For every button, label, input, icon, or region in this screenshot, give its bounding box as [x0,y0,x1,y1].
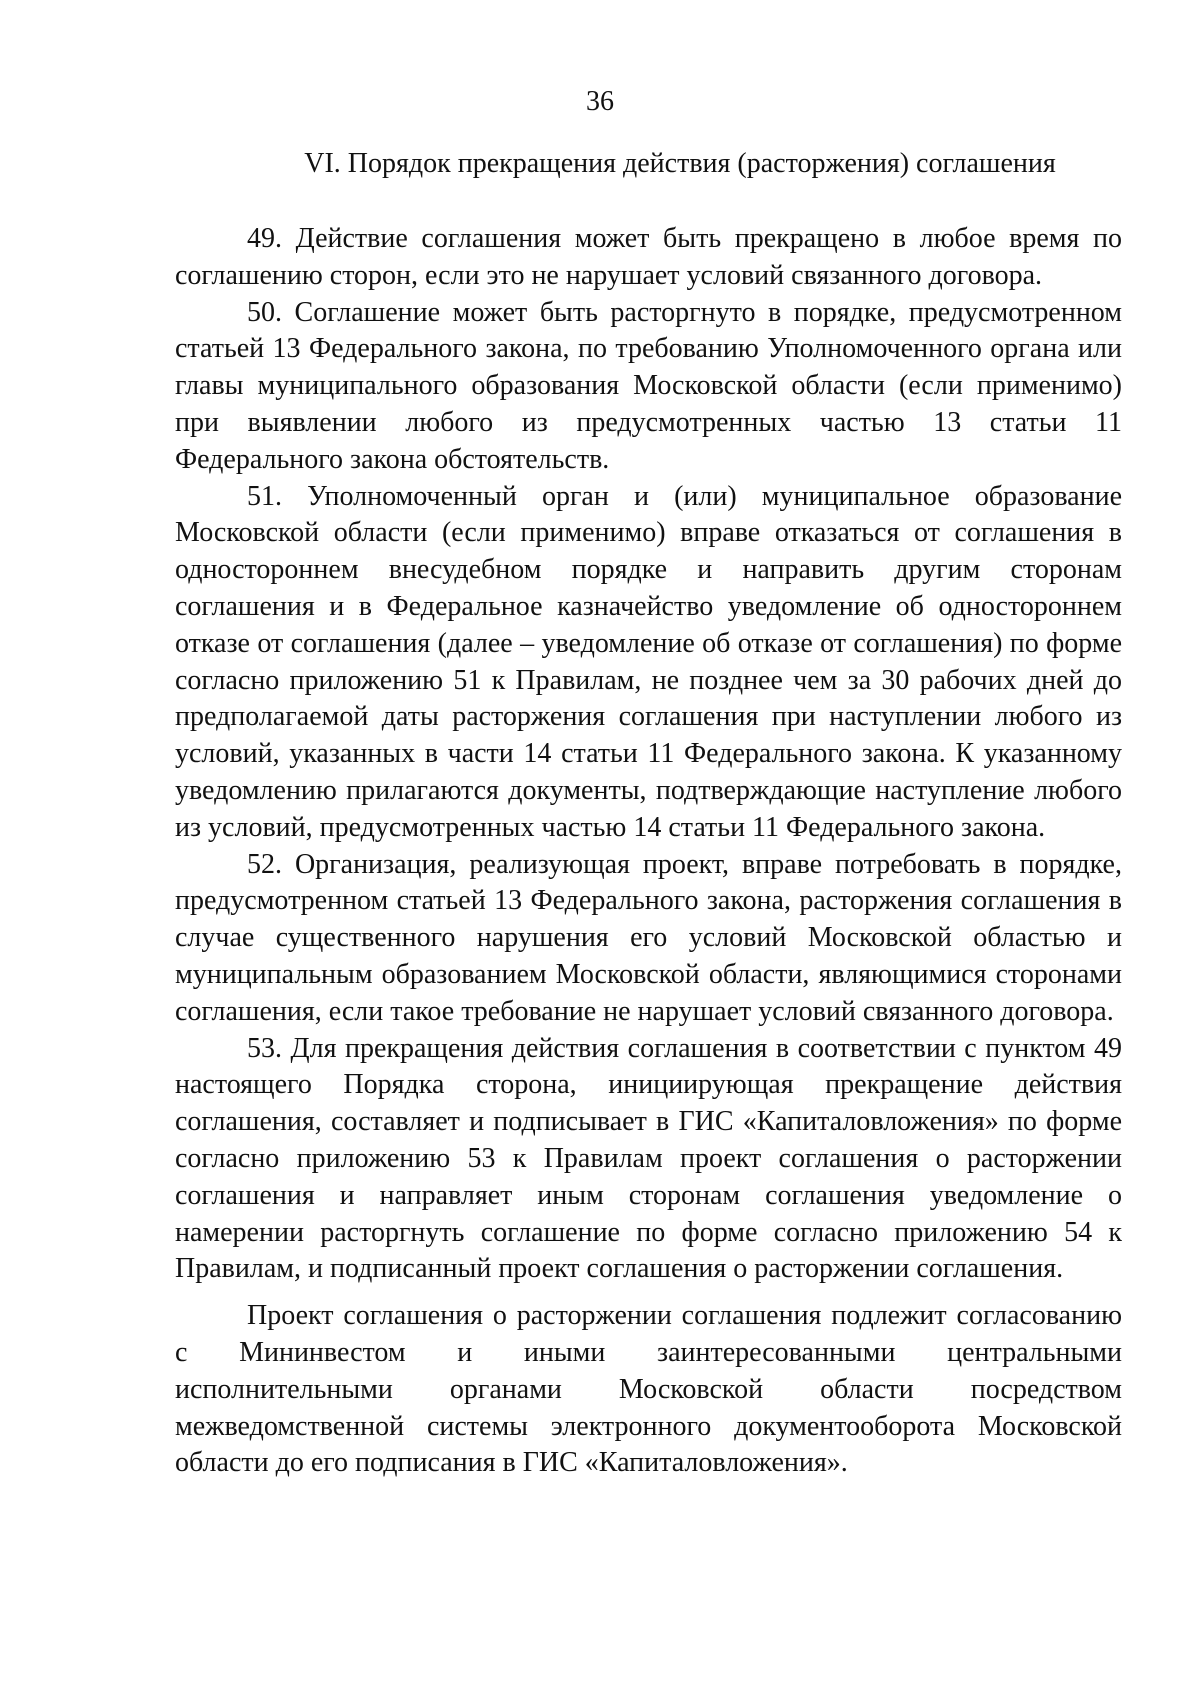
paragraph-53: 53. Для прекращения действия соглашения в соответствии с пунктом 49 настоящего Порядка сторона, инициирующая прекращение действия соглашения, составляет и подписывает в ГИС «Капиталовложения» по форме согласно приложению 53 к Правилам проект соглашения о расторжении соглашения и направляет иным сторонам соглашения уведомление о намерении расторгнуть соглашение по форме согласно приложению 54 к Правилам, и подписанный проект соглашения о расторжении соглашения. [175,1032,1122,1285]
page-number: 36 [586,86,614,117]
section-title: VI. Порядок прекращения действия (расторжения) соглашения [304,148,1056,179]
document-body [175,221,1122,1482]
paragraph-53-continuation: Проект соглашения о расторжении соглашения подлежит согласованию с Мининвестом и иными заинтересованными центральными исполнительными органами Московской области посредством межведомственной системы электронного документооборота Московской области до его подписания в ГИС «Капиталовложения». [175,1300,1122,1479]
paragraph-49: 49. Действие соглашения может быть прекращено в любое время по соглашению сторон, если это не нарушает условий связанного договора. [175,223,1122,291]
paragraph-50: 50. Соглашение может быть расторгнуто в порядке, предусмотренном статьей 13 Федерального закона, по требованию Уполномоченного органа или главы муниципального образования Московской области (если применимо) при выявлении любого из предусмотренных частью 13 статьи 11 Федерального закона обстоятельств. [175,296,1122,475]
paragraph-51: 51. Уполномоченный орган и (или) муниципальное образование Московской области (если применимо) вправе отказаться от соглашения в одностороннем внесудебном порядке и направить другим сторонам соглашения и в Федеральное казначейство уведомление об одностороннем отказе от соглашения (далее – уведомление об отказе от соглашения) по форме согласно приложению 51 к Правилам, не позднее чем за 30 рабочих дней до предполагаемой даты расторжения соглашения при наступлении любого из условий, указанных в части 14 статьи 11 Федерального закона. К указанному уведомлению прилагаются документы, подтверждающие наступление любого из условий, предусмотренных частью 14 статьи 11 Федерального закона. [175,480,1122,843]
paragraph-52: 52. Организация, реализующая проект, вправе потребовать в порядке, предусмотренном статьей 13 Федерального закона, расторжения соглашения в случае существенного нарушения его условий Московской областью и муниципальным образованием Московской области, являющимися сторонами соглашения, если такое требование не нарушает условий связанного договора. [175,848,1122,1027]
